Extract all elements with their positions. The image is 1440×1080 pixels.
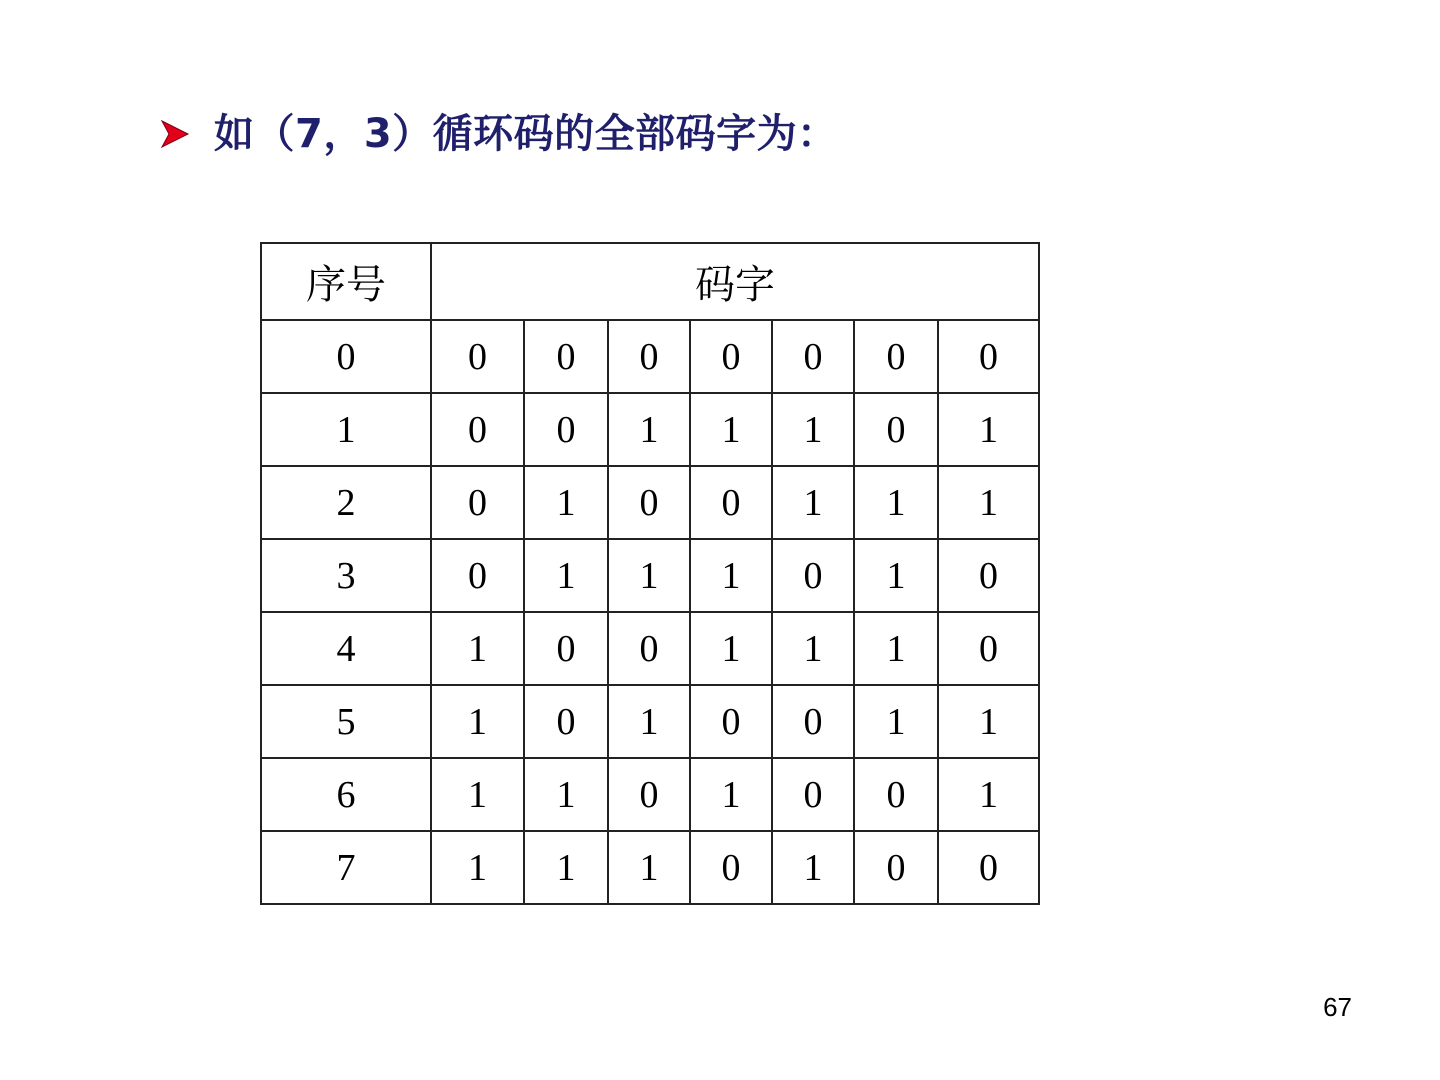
codeword-bit: 0 xyxy=(854,393,938,466)
codeword-bit: 1 xyxy=(524,758,608,831)
codebook-table xyxy=(260,242,1040,905)
codeword-bit: 0 xyxy=(608,612,690,685)
codeword-bit: 0 xyxy=(431,393,524,466)
row-index: 3 xyxy=(261,539,431,612)
codeword-bit: 0 xyxy=(772,539,854,612)
codeword-bit: 0 xyxy=(772,758,854,831)
row-index: 1 xyxy=(261,393,431,466)
codeword-bit: 1 xyxy=(854,612,938,685)
codeword-bit: 1 xyxy=(772,612,854,685)
codeword-bit: 1 xyxy=(608,831,690,904)
codeword-bit: 1 xyxy=(431,831,524,904)
codeword-bit: 1 xyxy=(854,685,938,758)
codeword-bit: 1 xyxy=(690,758,772,831)
codeword-bit: 1 xyxy=(772,393,854,466)
codeword-bit: 1 xyxy=(608,685,690,758)
codeword-bit: 1 xyxy=(524,466,608,539)
bullet-line xyxy=(160,106,838,162)
codeword-bit: 1 xyxy=(431,612,524,685)
codeword-bit: 0 xyxy=(524,685,608,758)
red-arrowhead-icon xyxy=(160,114,190,154)
codeword-bit: 1 xyxy=(608,539,690,612)
codeword-bit: 0 xyxy=(690,320,772,393)
codeword-bit: 1 xyxy=(938,393,1039,466)
header-codeword: 码字 xyxy=(431,243,1039,320)
codeword-bit: 1 xyxy=(690,612,772,685)
codeword-bit: 1 xyxy=(608,393,690,466)
codeword-bit: 1 xyxy=(690,539,772,612)
codeword-bit: 1 xyxy=(938,685,1039,758)
codeword-bit: 1 xyxy=(854,539,938,612)
codeword-bit: 0 xyxy=(608,320,690,393)
codeword-bit: 0 xyxy=(524,393,608,466)
codeword-bit: 0 xyxy=(854,831,938,904)
codeword-bit: 0 xyxy=(524,320,608,393)
row-index: 4 xyxy=(261,612,431,685)
codeword-bit: 0 xyxy=(608,758,690,831)
table-row xyxy=(261,612,1039,685)
codeword-bit: 0 xyxy=(854,320,938,393)
codeword-bit: 0 xyxy=(938,831,1039,904)
codeword-bit: 0 xyxy=(690,466,772,539)
table-row xyxy=(261,685,1039,758)
codeword-bit: 0 xyxy=(772,685,854,758)
codeword-bit: 1 xyxy=(690,393,772,466)
table-row xyxy=(261,831,1039,904)
codeword-bit: 0 xyxy=(854,758,938,831)
row-index: 7 xyxy=(261,831,431,904)
codebook-table-container xyxy=(260,242,1040,905)
codeword-bit: 1 xyxy=(524,539,608,612)
codeword-bit: 0 xyxy=(772,320,854,393)
table-header-row xyxy=(261,243,1039,320)
table-row xyxy=(261,320,1039,393)
table-row xyxy=(261,539,1039,612)
codeword-bit: 0 xyxy=(938,612,1039,685)
codeword-bit: 0 xyxy=(524,612,608,685)
codeword-bit: 0 xyxy=(938,320,1039,393)
row-index: 2 xyxy=(261,466,431,539)
table-row xyxy=(261,758,1039,831)
codeword-bit: 0 xyxy=(608,466,690,539)
row-index: 5 xyxy=(261,685,431,758)
codeword-bit: 1 xyxy=(938,758,1039,831)
row-index: 0 xyxy=(261,320,431,393)
codeword-bit: 1 xyxy=(938,466,1039,539)
codeword-bit: 0 xyxy=(431,466,524,539)
table-row xyxy=(261,393,1039,466)
codeword-bit: 0 xyxy=(938,539,1039,612)
codeword-bit: 1 xyxy=(524,831,608,904)
codeword-bit: 1 xyxy=(854,466,938,539)
page-number: 67 xyxy=(1323,992,1352,1022)
table-row xyxy=(261,466,1039,539)
codeword-bit: 0 xyxy=(431,320,524,393)
codeword-bit: 0 xyxy=(431,539,524,612)
codeword-bit: 1 xyxy=(772,831,854,904)
codeword-bit: 0 xyxy=(690,685,772,758)
header-index: 序号 xyxy=(261,243,431,320)
codeword-bit: 0 xyxy=(690,831,772,904)
slide-heading: 如（7，3）循环码的全部码字为： xyxy=(214,111,838,157)
codeword-bit: 1 xyxy=(772,466,854,539)
codeword-bit: 1 xyxy=(431,758,524,831)
codeword-bit: 1 xyxy=(431,685,524,758)
row-index: 6 xyxy=(261,758,431,831)
